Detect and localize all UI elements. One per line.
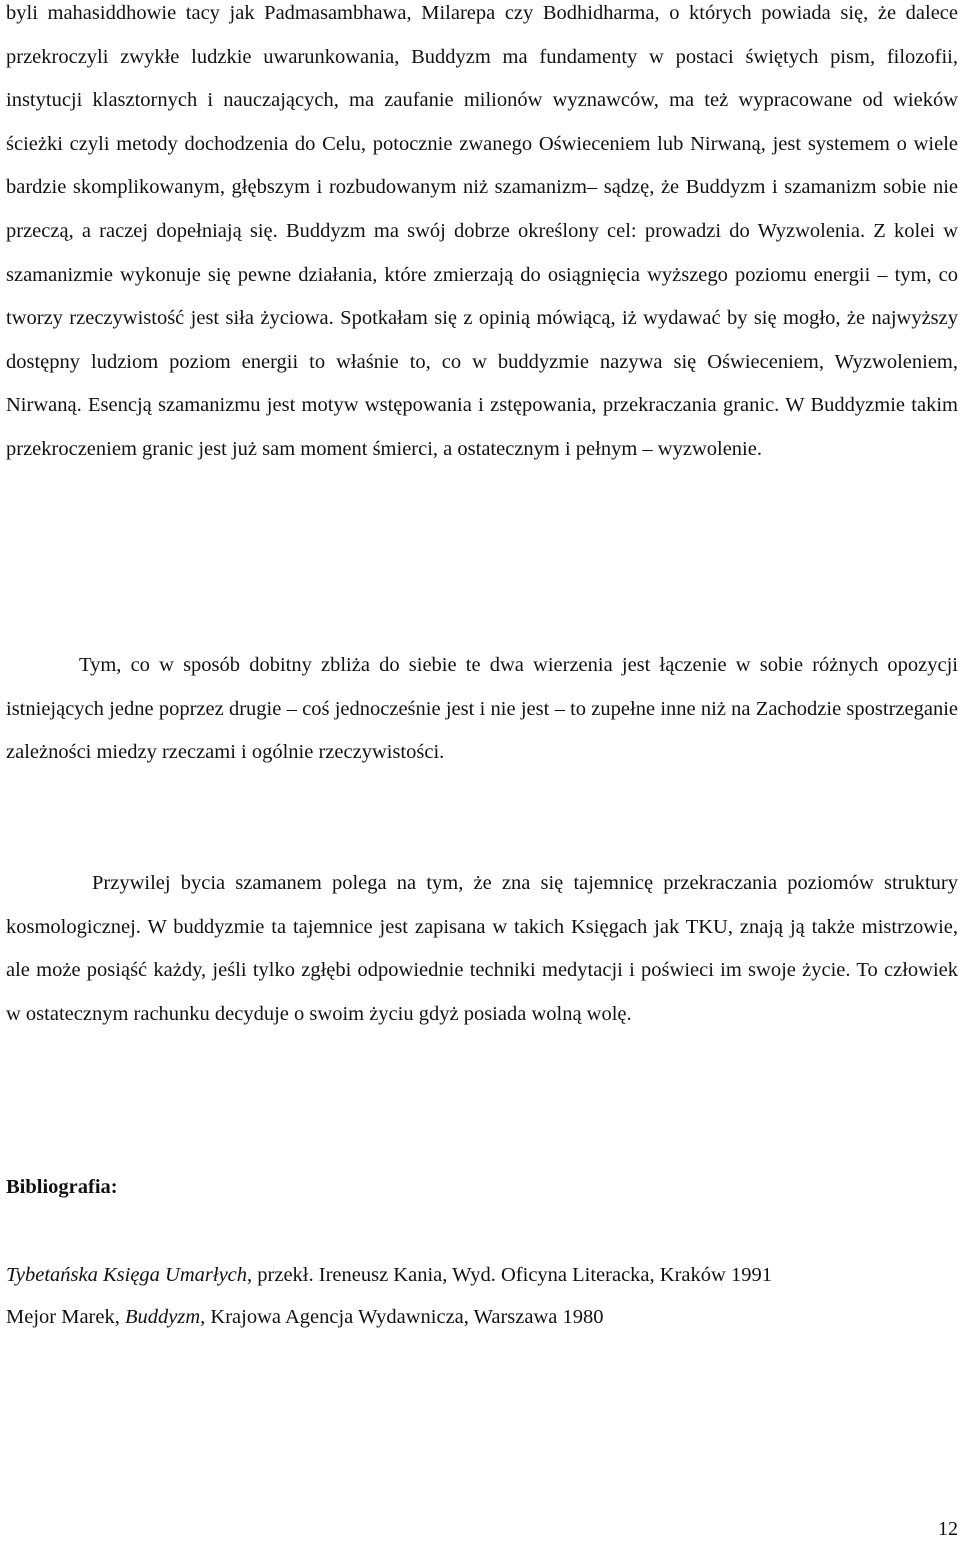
paragraph-2: Tym, co w sposób dobitny zbliża do siebie te dwa wierzenia jest łączenie w sobie różnych opozycji istniejących jedne poprzez drugie – coś jednocześnie jest i nie jest – to zupełne inne niż na Zachodzie spostrzeganie zależności miedzy rzeczami i ogólnie rzeczywistości.	[6, 654, 958, 764]
page-number: 12	[938, 1518, 958, 1540]
bibliography-entry-2-author: Mejor Marek,	[6, 1306, 125, 1328]
paragraph-1: byli mahasiddhowie tacy jak Padmasambhawa, Milarepa czy Bodhidharma, o których powiada się, że dalece przekroczyli zwykłe ludzkie uwarunkowania, Buddyzm ma fundamenty w postaci świętych pism, filozofii, instytucji klasztornych i nauczających, ma zaufanie milionów wyznawców, ma też wypracowane od wieków ścieżki czyli metody dochodzenia do Celu, potocznie zwanego Oświeceniem lub Nirwaną, jest systemem o wiele bardzie skomplikowanym, głębszym i rozbudowanym niż szamanizm– sądzę, że Buddyzm i szamanizm sobie nie przeczą, a raczej dopełniają się. Buddyzm ma swój dobrze określony cel: prowadzi do Wyzwolenia. Z kolei w szamanizmie wykonuje się pewne działania, które zmierzają do osiągnięcia wyższego poziomu energii – tym, co tworzy rzeczywistość jest siła życiowa. Spotkałam się z opinią mówiącą, iż wydawać by się mogło, że najwyższy dostępny ludziom poziom energii to właśnie to, co w buddyzmie nazywa się Oświeceniem, Wyzwoleniem, Nirwaną. Esencją szamanizmu jest motyw wstępowania i zstępowania, przekraczania granic. W Buddyzmie takim przekroczeniem granic jest już sam moment śmierci, a ostatecznym i pełnym – wyzwolenie.	[6, 2, 958, 460]
bibliography-entry-2-details: , Krajowa Agencja Wydawnicza, Warszawa 1980	[200, 1306, 604, 1328]
bibliography-entry-1	[6, 1264, 772, 1287]
paragraph-3: Przywilej bycia szamanem polega na tym, że zna się tajemnicę przekraczania poziomów struktury kosmologicznej. W buddyzmie ta tajemnice jest zapisana w takich Księgach jak TKU, znają ją także mistrzowie, ale może posiąść każdy, jeśli tylko zgłębi odpowiednie techniki medytacji i poświeci im swoje życie. To człowiek w ostatecznym rachunku decyduje o swoim życiu gdyż posiada wolną wolę.	[6, 872, 958, 1025]
bibliography-heading: Bibliografia:	[6, 1176, 118, 1198]
bibliography-entry-1-title: Tybetańska Księga Umarłych	[6, 1264, 248, 1286]
bibliography-entry-2-title: Buddyzm	[124, 1306, 201, 1328]
bibliography-entry-2	[6, 1306, 604, 1329]
bibliography-entry-1-details: , przekł. Ireneusz Kania, Wyd. Oficyna Literacka, Kraków 1991	[247, 1264, 772, 1286]
